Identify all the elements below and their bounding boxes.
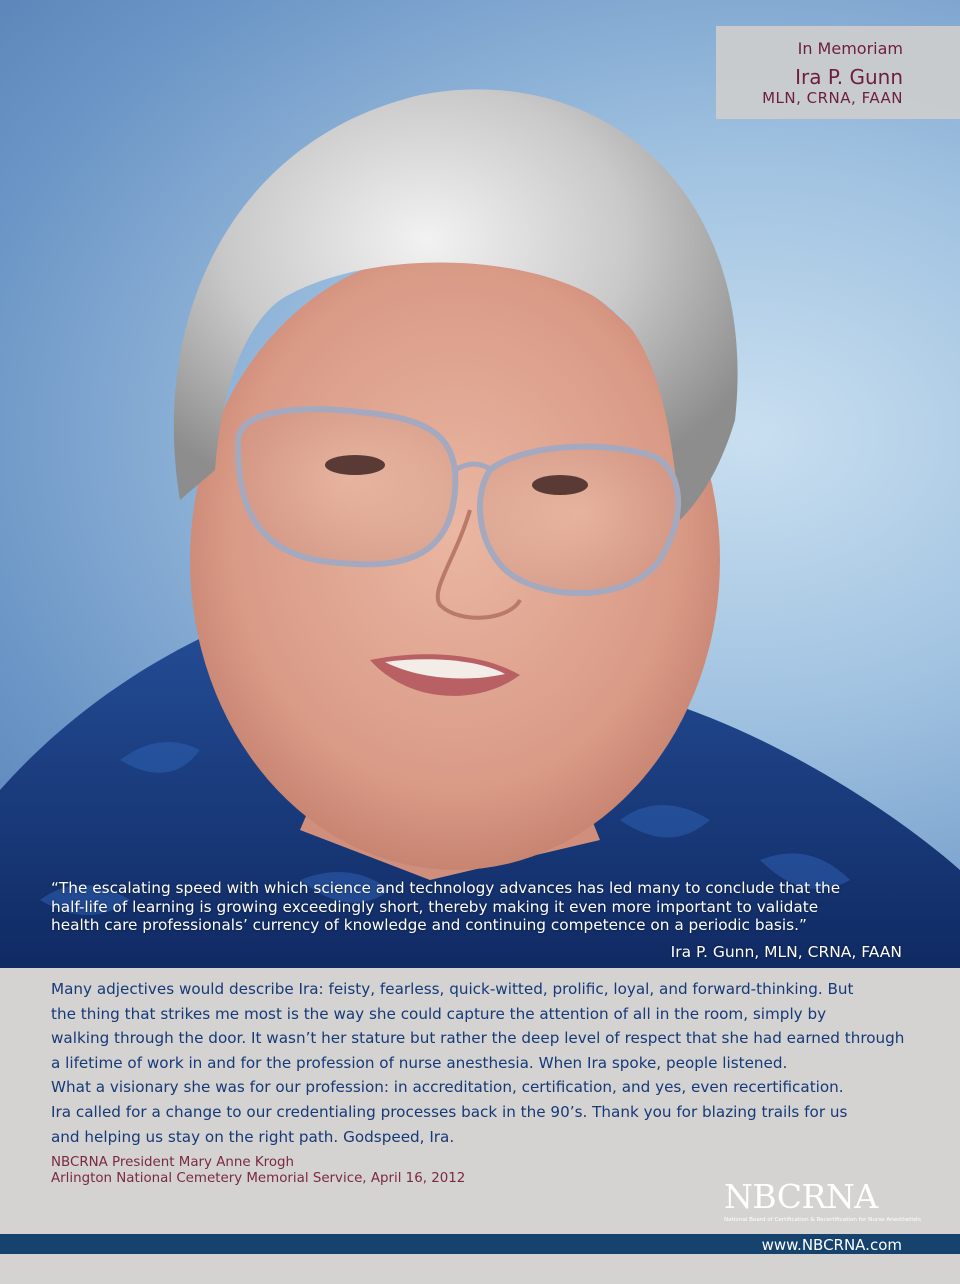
logo-wordmark: NBCRNA: [724, 1177, 878, 1216]
signoff-author: NBCRNA President Mary Anne Krogh: [51, 1155, 295, 1170]
footer-panel: [0, 1254, 960, 1284]
website-link[interactable]: www.NBCRNA.com: [761, 1236, 902, 1254]
honoree-credentials: MLN, CRNA, FAAN: [762, 89, 903, 107]
tribute-line: a lifetime of work in and for the profession of nurse anesthesia. When Ira spoke, people listened.: [51, 1053, 788, 1072]
tribute-line: the thing that strikes me most is the way she could capture the attention of all in the room, simply by: [51, 1004, 827, 1023]
tribute-text: [51, 977, 931, 1149]
quote-line: “The escalating speed with which science and technology advances has led many to conclude that the: [51, 879, 841, 897]
nbcrna-logo: [724, 1177, 921, 1230]
quote-line: health care professionals’ currency of knowledge and continuing competence on a periodic basis.”: [51, 916, 807, 934]
pull-quote: [51, 879, 921, 935]
tribute-line: and helping us stay on the right path. Godspeed, Ira.: [51, 1127, 455, 1146]
quote-line: half-life of learning is growing exceedingly short, thereby making it even more important to validate: [51, 897, 819, 916]
signoff-event: Arlington National Cemetery Memorial Service, April 16, 2012: [51, 1171, 466, 1186]
signoff: [51, 1155, 465, 1187]
honoree-name: Ira P. Gunn: [795, 65, 903, 89]
tribute-line: Many adjectives would describe Ira: feisty, fearless, quick-witted, prolific, loyal, and forward-thinking. But: [51, 980, 854, 998]
memoriam-box: [716, 26, 960, 119]
tribute-line: walking through the door. It wasn’t her stature but rather the deep level of respect that she had earned through: [51, 1029, 905, 1048]
quote-attribution: Ira P. Gunn, MLN, CRNA, FAAN: [670, 943, 902, 961]
memoriam-kicker: In Memoriam: [797, 39, 903, 58]
logo-tagline: National Board of Certification & Recertification for Nurse Anesthetists: [724, 1217, 921, 1223]
tribute-line: What a visionary she was for our profession: in accreditation, certification, and yes, even recertification.: [51, 1078, 844, 1097]
tribute-line: Ira called for a change to our credentialing processes back in the 90’s. Thank you for blazing trails for us: [51, 1102, 848, 1121]
